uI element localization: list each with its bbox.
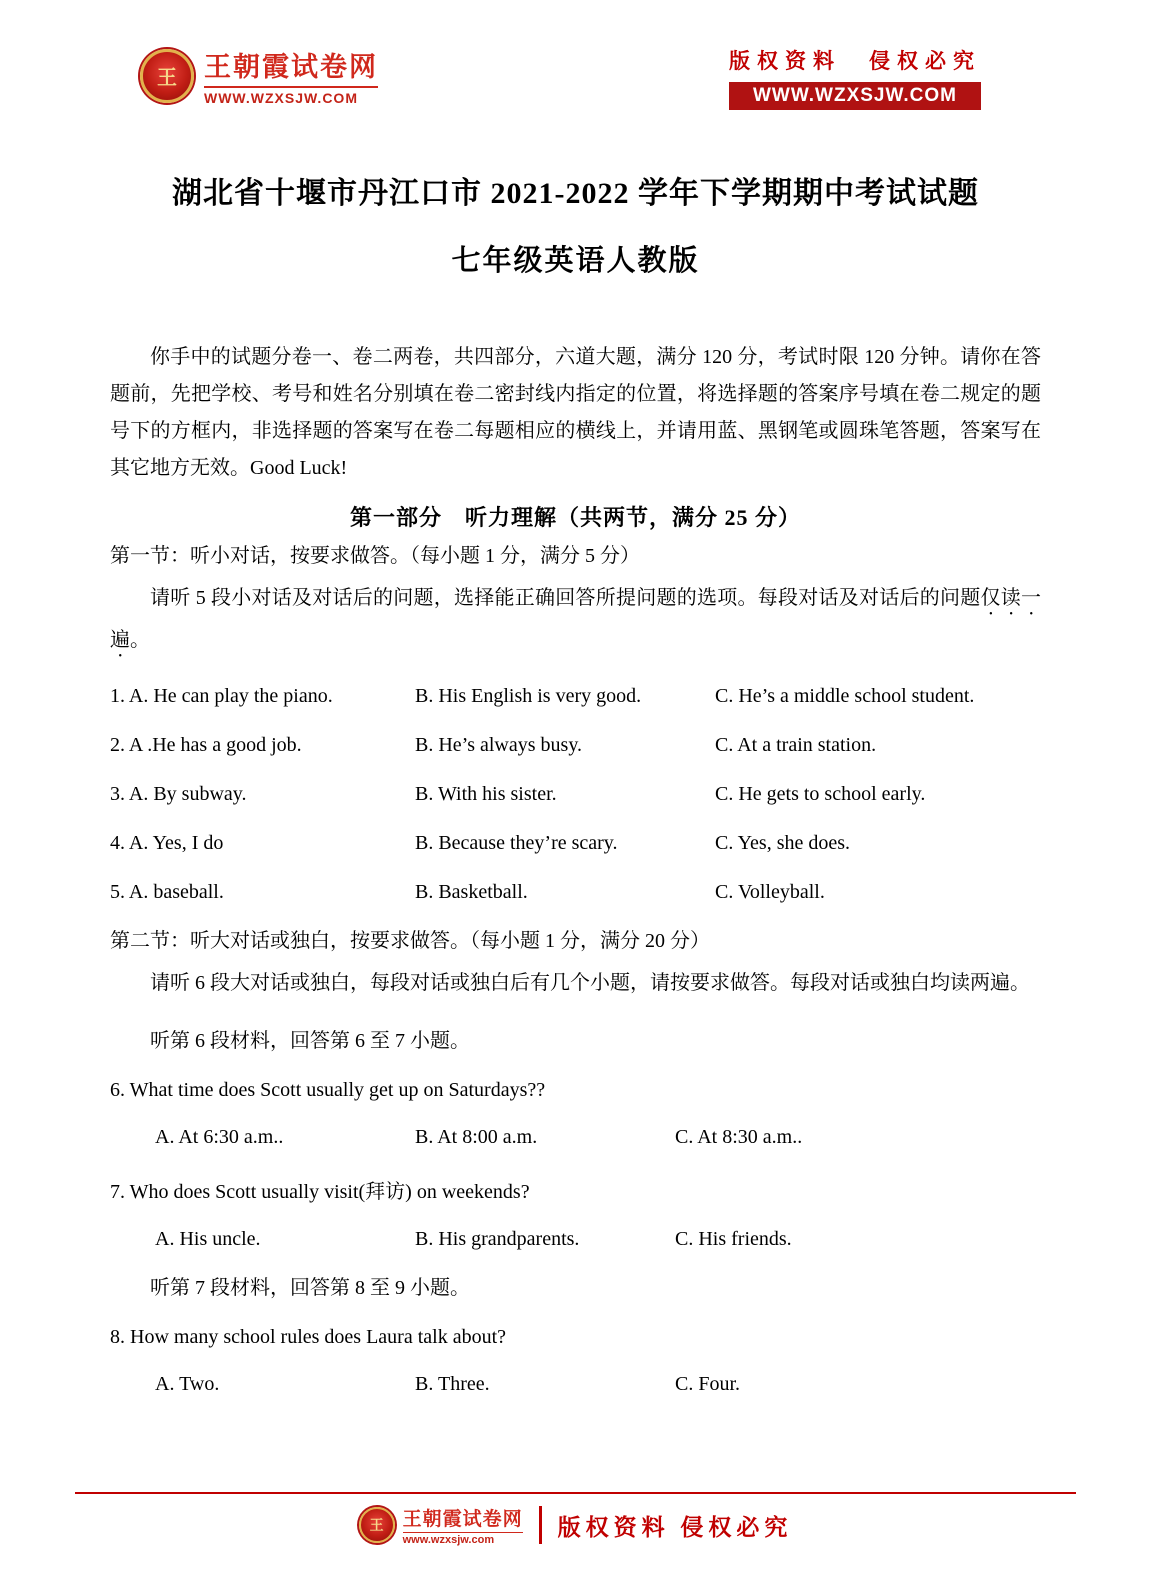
logo-name: 王朝霞试卷网: [204, 52, 378, 82]
logo-text: [204, 45, 378, 106]
option-a: A. Two.: [155, 1373, 220, 1395]
footer-logo-name: 王朝霞试卷网: [402, 1509, 523, 1530]
part1-heading: [110, 501, 1041, 532]
option-b: B. Three.: [415, 1373, 490, 1395]
part1-heading-sub: （共两节，满分 25 分）: [557, 505, 802, 530]
option-b: B. Because they’re scary.: [415, 832, 618, 854]
footer-logo-text: [403, 1504, 523, 1546]
option-a: 2. A .He has a good job.: [110, 734, 302, 756]
option-c: C. At a train station.: [715, 734, 877, 756]
option-b: B. He’s always busy.: [415, 734, 583, 756]
option-b: B. Basketball.: [415, 881, 528, 903]
section1-desc-text: 请听 5 段小对话及对话后的问题，选择能正确回答所提问题的选项。每段对话及对话后的问题: [150, 587, 981, 609]
section1-title: 第一节：听小对话，按要求做答。（每小题 1 分，满分 5 分）: [110, 545, 640, 567]
option-a: A. His uncle.: [155, 1228, 261, 1250]
material-7-note: 听第 7 段材料，回答第 8 至 9 小题。: [150, 1277, 470, 1299]
option-a: 1. A. He can play the piano.: [110, 685, 333, 707]
option-c: C. He’s a middle school student.: [715, 685, 975, 707]
question-row-4: [110, 819, 1041, 868]
option-b: B. His English is very good.: [415, 685, 642, 707]
option-a: A. At 6:30 a.m..: [155, 1126, 284, 1148]
exam-instructions: 你手中的试题分卷一、卷二两卷，共四部分，六道大题，满分 120 分，考试时限 120 分钟。请你在答题前，先把学校、考号和姓名分别填在卷二密封线内指定的位置，将选择题的答案序号填在卷二规定的题号下的方框内，非选择题的答案写在卷二每题相应的横线上，并请用蓝、黑钢笔或圆珠笔答题，答案写在其它地方无效。Good Luck!: [110, 346, 1041, 479]
option-c: C. Four.: [675, 1373, 741, 1395]
site-logo: [140, 45, 378, 106]
part1-heading-main: 第一部分 听力理解: [349, 505, 557, 530]
question-7-options: [110, 1228, 1041, 1251]
question-6-options: [110, 1126, 1041, 1149]
option-c: C. Volleyball.: [715, 881, 825, 903]
option-b: B. With his sister.: [415, 783, 557, 805]
footer-copyright-notice: 版权资料 侵权必究: [557, 1514, 793, 1540]
page-footer: [0, 1492, 1151, 1546]
section1-desc-period: 。: [130, 629, 150, 651]
question-8-options: [110, 1373, 1041, 1396]
listening-questions-1-5: [110, 672, 1041, 917]
footer-divider-line: [75, 1492, 1076, 1494]
section2-title: 第二节：听大对话或独白，按要求做答。（每小题 1 分，满分 20 分）: [110, 930, 710, 952]
section2-description: 请听 6 段大对话或独白，每段对话或独白后有几个小题，请按要求做答。每段对话或独白均读两遍。: [150, 972, 1030, 994]
page-header: [0, 0, 1151, 110]
option-c: C. His friends.: [675, 1228, 792, 1250]
page-title: 湖北省十堰市丹江口市 2021-2022 学年下学期期中考试试题: [172, 177, 979, 210]
option-b: B. His grandparents.: [415, 1228, 580, 1250]
option-c: C. At 8:30 a.m..: [675, 1126, 803, 1148]
footer-logo-seal-icon: 王: [359, 1507, 395, 1543]
option-b: B. At 8:00 a.m.: [415, 1126, 538, 1148]
header-right: [729, 45, 981, 110]
footer-logo: [359, 1504, 523, 1546]
footer-vertical-divider: [539, 1506, 542, 1544]
footer-logo-url: www.wzxsjw.com: [403, 1532, 523, 1546]
option-a: 3. A. By subway.: [110, 783, 247, 805]
option-a: 4. A. Yes, I do: [110, 832, 224, 854]
logo-url: WWW.WZXSJW.COM: [204, 86, 378, 106]
option-a: 5. A. baseball.: [110, 881, 224, 903]
exam-content: [0, 168, 1151, 1396]
option-c: C. Yes, she does.: [715, 832, 851, 854]
option-c: C. He gets to school early.: [715, 783, 926, 805]
question-row-3: [110, 770, 1041, 819]
url-banner: WWW.WZXSJW.COM: [729, 82, 981, 110]
section1-description: [110, 578, 1041, 662]
footer-content: [0, 1504, 1151, 1546]
question-7: 7. Who does Scott usually visit(拜访) on weekends?: [110, 1181, 530, 1203]
page-subtitle: 七年级英语人教版: [451, 245, 700, 277]
material-6-note: 听第 6 段材料，回答第 6 至 7 小题。: [150, 1030, 470, 1052]
question-row-1: [110, 672, 1041, 721]
copyright-notice: 版权资料 侵权必究: [729, 49, 981, 73]
question-row-5: [110, 868, 1041, 917]
question-8: 8. How many school rules does Laura talk about?: [110, 1326, 507, 1348]
logo-seal-icon: 王: [140, 49, 194, 103]
question-6: 6. What time does Scott usually get up on Saturdays??: [110, 1079, 546, 1101]
question-row-2: [110, 721, 1041, 770]
section1-desc-emphasis: 仅读一遍: [110, 587, 1041, 651]
